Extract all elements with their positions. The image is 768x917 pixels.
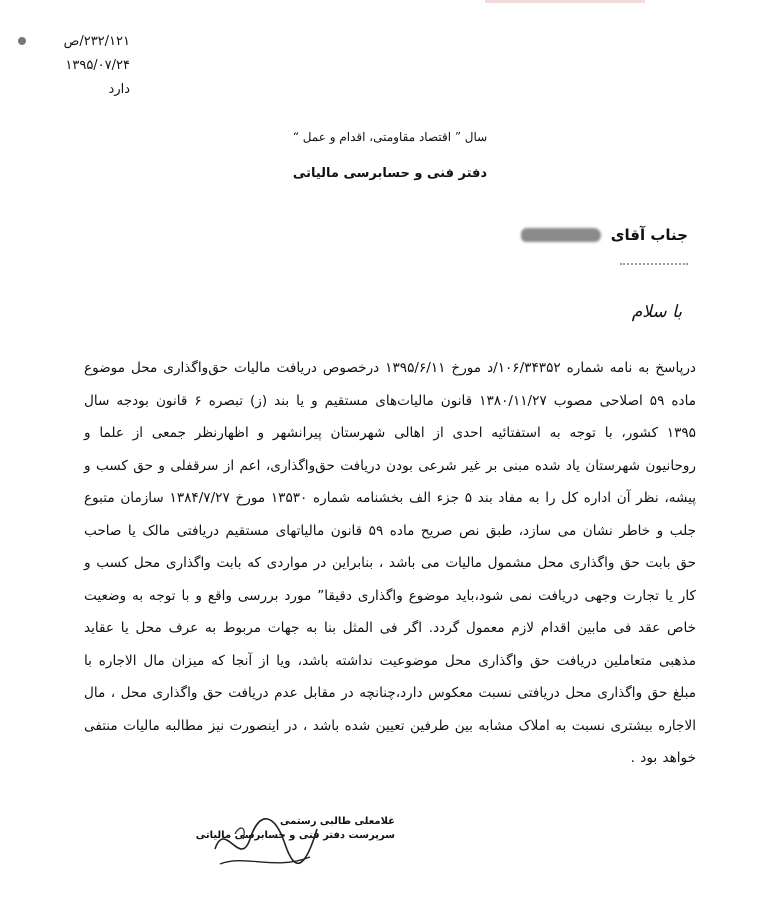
signatory-title: سرپرست دفتر فنی و حسابرسی مالیاتی	[195, 830, 395, 841]
greeting: با سلام	[631, 302, 682, 322]
letter-meta	[20, 30, 130, 102]
office-title: دفتر فنی و حسابرسی مالیاتی	[292, 166, 488, 181]
signature-block	[195, 815, 395, 843]
letter-number: ۲۳۲/۱۲۱/ص	[63, 34, 130, 49]
redacted-name	[521, 228, 601, 242]
addressee-salutation: جناب آقای	[610, 226, 688, 244]
letter-body: درپاسخ به نامه شماره ۱۰۶/۳۴۳۵۲/د مورخ ۱۳۹۵/۶/۱۱ درخصوص دریافت مالیات حق‌واگذاری محل موضوع ماده ۵۹ اصلاحی مصوب ۱۳۸۰/۱۱/۲۷ قانون مالیات‌های مستقیم و یا بند (ز) تبصره ۶ قانون بودجه سال ۱۳۹۵ کشور، با توجه به استفتائیه احدی از اهالی شهرستان پیرانشهر و اظهارنظر جمعی از علما و روحانیون شهرستان یاد شده مبنی بر غیر شرعی بودن دریافت حق‌واگذاری، اعم از سرقفلی و حق کسب و پیشه، نظر آن اداره کل را به مفاد بند ۵ جزء الف بخشنامه شماره ۱۳۵۳۰ مورخ ۱۳۸۴/۷/۲۷ سازمان متبوع جلب و خاطر نشان می سازد، طبق نص صریح ماده ۵۹ قانون مالیاتهای مستقیم دریافتی مالک یا صاحب حق بابت حق واگذاری محل مشمول مالیات می باشد ، بنابراین در مواردی که بابت واگذاری محل کسب و کار یا تجارت وجهی دریافت نمی شود،باید موضوع واگذاری دقیقا” مورد بررسی واقع و با توجه به وضعیت خاص عقد فی مابین اقدام لازم معمول گردد. اگر فی المثل بنا به جهات مربوط به عرف محل یا عقاید مذهبی متعاملین دریافت حق واگذاری محل موضوعیت نداشته باشد، ویا از آنجا که میزان مال الاجاره با مبلغ حق واگذاری محل دریافتی نسبت معکوس دارد،چنانچه در مقابل عدم دریافت حق واگذاری محل ، مال الاجاره بیشتری نسبت به املاک مشابه بین طرفین تعیین شده باشد ، در اینصورت نیز مطالبه مالیات منتفی خواهد بود .	[84, 360, 697, 766]
letter-date: ۱۳۹۵/۰۷/۲۴	[65, 58, 130, 73]
scan-artifact	[485, 0, 645, 3]
year-slogan: سال ” اقتصاد مقاومتی، اقدام و عمل “	[292, 130, 488, 144]
letter-attachment: دارد	[108, 82, 130, 97]
redacted-line	[620, 263, 688, 271]
addressee	[521, 226, 688, 244]
signatory-name: غلامعلی طالبی رستمی	[279, 816, 395, 827]
letter-number-row	[20, 30, 130, 54]
redaction-dot	[18, 37, 26, 45]
